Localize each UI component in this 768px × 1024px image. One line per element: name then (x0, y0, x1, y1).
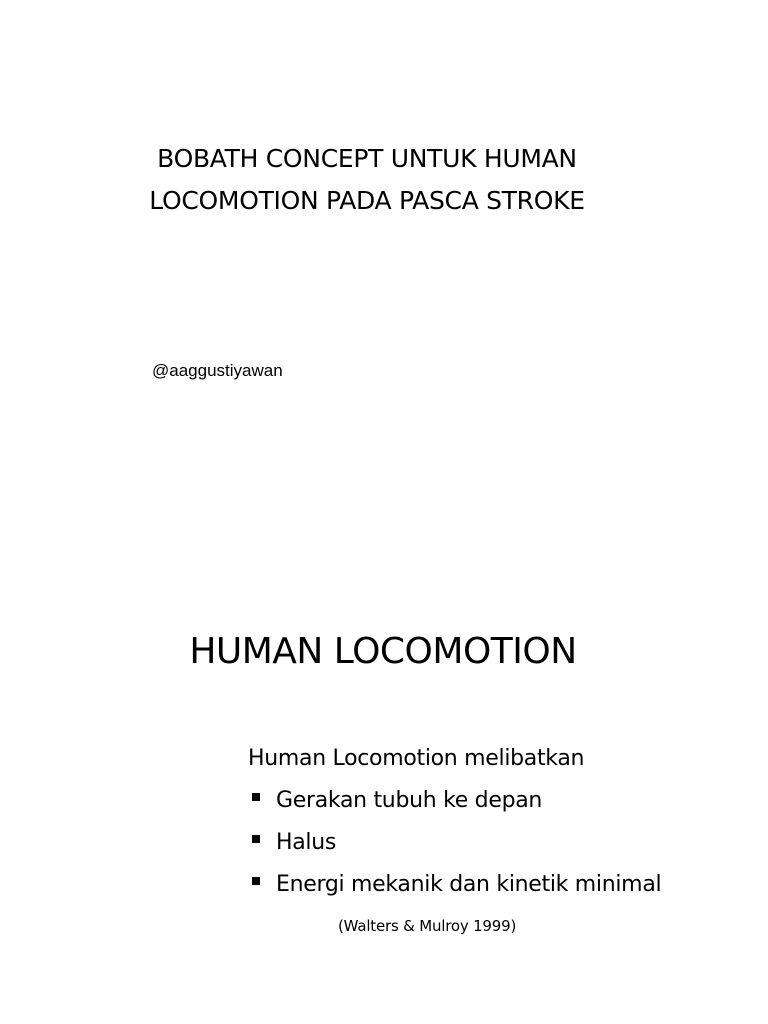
bullet-text: Gerakan tubuh ke depan (276, 788, 543, 813)
square-bullet-icon (252, 835, 260, 843)
bullet-list (248, 780, 661, 906)
bullet-text: Energi mekanik dan kinetik minimal (276, 872, 662, 897)
slide-1-title-line-1: BOBATH CONCEPT UNTUK HUMAN (157, 144, 577, 173)
slide-1-title (0, 138, 734, 222)
slide-2-body (248, 738, 661, 906)
slide-2 (0, 512, 768, 1024)
bullet-item (248, 822, 661, 864)
slide-1-title-line-2: LOCOMOTION PADA PASCA STROKE (149, 186, 585, 215)
square-bullet-icon (252, 793, 260, 801)
slide-2-title (0, 628, 768, 676)
slide-2-title-text: HUMAN LOCOMOTION (189, 631, 577, 672)
bullet-item (248, 780, 661, 822)
bullet-item (248, 864, 661, 906)
bullet-text: Halus (276, 830, 337, 855)
author-handle: @aaggustiyawan (152, 361, 283, 380)
square-bullet-icon (252, 877, 260, 885)
citation: (Walters & Mulroy 1999) (338, 917, 517, 935)
intro-text: Human Locomotion melibatkan (248, 746, 585, 771)
